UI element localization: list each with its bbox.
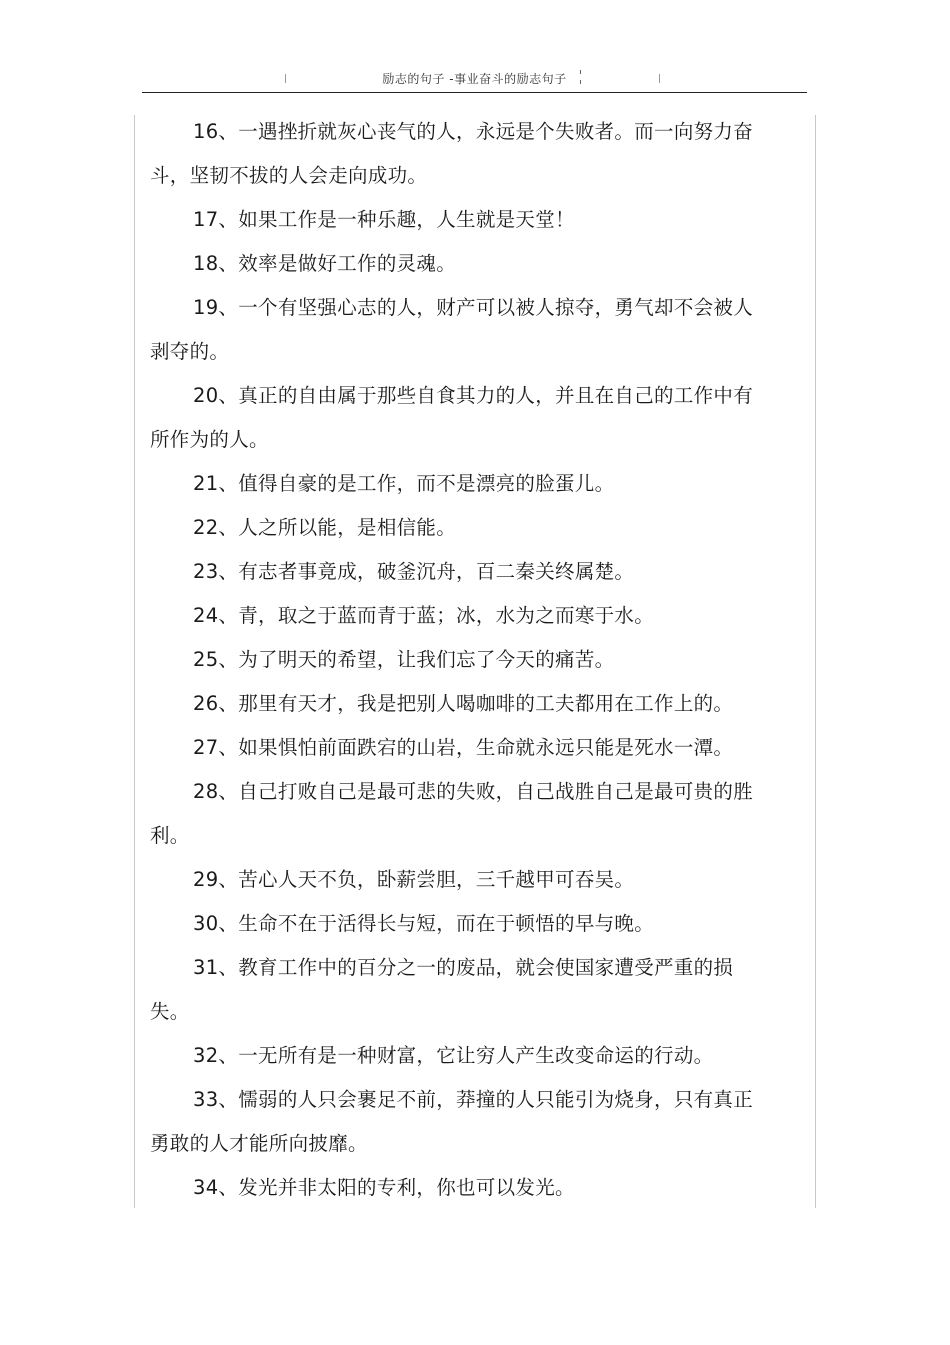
quote-item: 26、那里有天才，我是把别人喝咖啡的工夫都用在工作上的。 [193,692,734,715]
quote-item: 23、有志者事竟成，破釜沉舟，百二秦关终属楚。 [193,560,635,583]
quote-item: 30、生命不在于活得长与短，而在于顿悟的早与晚。 [193,912,655,935]
header-divider-mid-top [580,70,581,74]
header-divider-right [659,74,660,83]
quote-item: 17、如果工作是一种乐趣，人生就是天堂！ [193,208,575,231]
page-header [142,60,807,93]
quote-item: 16、一遇挫折就灰心丧气的人，永远是个失败者。而一向努力奋斗，坚韧不拔的人会走向成功。 [150,120,754,187]
quote-item: 25、为了明天的希望，让我们忘了今天的痛苦。 [193,648,615,671]
quote-item: 22、人之所以能，是相信能。 [193,516,457,539]
quote-item: 28、自己打败自己是最可悲的失败，自己战胜自己是最可贵的胜利。 [150,780,754,847]
quote-item: 33、懦弱的人只会裹足不前，莽撞的人只能引为烧身，只有真正勇敢的人才能所向披靡。 [150,1088,754,1155]
page-frame-right-border [815,115,816,1208]
quote-item: 21、值得自豪的是工作，而不是漂亮的脸蛋儿。 [193,472,615,495]
page-header-title: 励志的句子 -事业奋斗的励志句子 [382,72,567,86]
quote-item: 27、如果惧怕前面跌宕的山岩，生命就永远只能是死水一潭。 [193,736,734,759]
quote-item: 24、青，取之于蓝而青于蓝；冰，水为之而寒于水。 [193,604,655,627]
quote-item: 20、真正的自由属于那些自食其力的人，并且在自己的工作中有所作为的人。 [150,384,754,451]
quote-item: 31、教育工作中的百分之一的废品，就会使国家遭受严重的损失。 [150,956,734,1023]
quote-item: 34、发光并非太阳的专利，你也可以发光。 [193,1176,575,1199]
quote-item: 32、一无所有是一种财富，它让穷人产生改变命运的行动。 [193,1044,714,1067]
quote-item: 19、一个有坚强心志的人，财产可以被人掠夺，勇气却不会被人剥夺的。 [150,296,754,363]
quote-list [150,110,762,1210]
header-divider-mid-bottom [580,80,581,84]
page-frame-left-border [134,115,135,1208]
quote-item: 29、苦心人天不负，卧薪尝胆，三千越甲可吞吴。 [193,868,635,891]
quote-item: 18、效率是做好工作的灵魂。 [193,252,457,275]
